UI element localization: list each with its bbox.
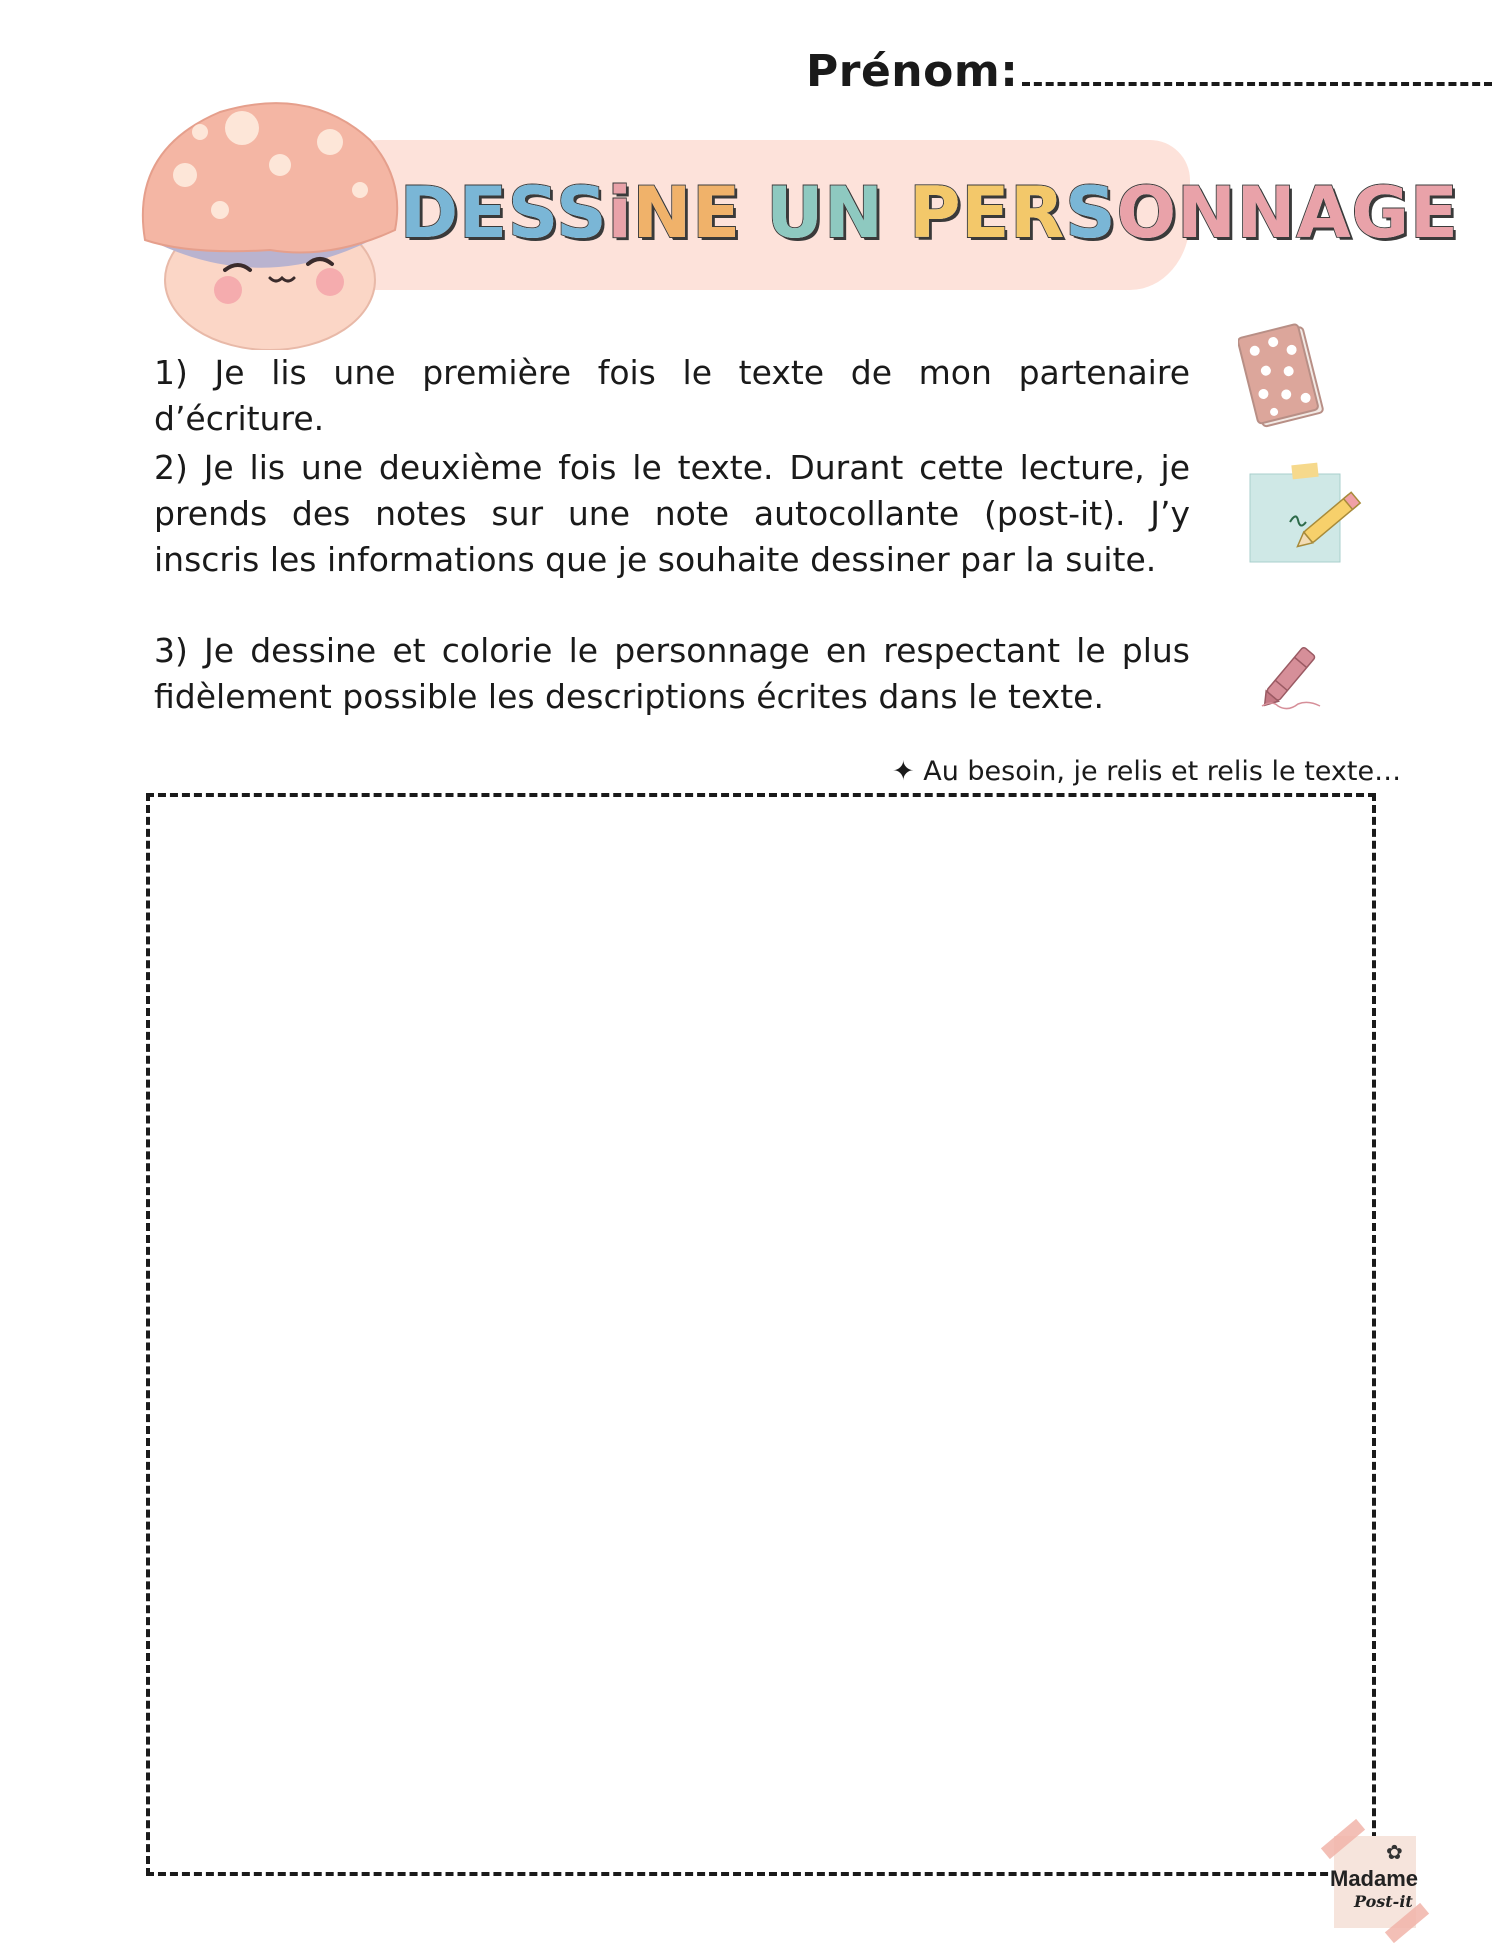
name-field[interactable] (806, 46, 1492, 97)
name-label: Prénom: (806, 46, 1019, 97)
title-segment: UN (766, 172, 910, 254)
instruction-step-2: 2) Je lis une deuxième fois le texte. Durant cette lecture, je prends des notes sur une note autocollante (post-it). J’y inscris les informations que je souhaite dessiner par la suite. (154, 448, 1190, 579)
notebook-icon (1238, 322, 1334, 432)
hint-note (886, 756, 1407, 787)
name-blank-line[interactable] (1022, 48, 1492, 86)
logo-subtitle: Post-it (1354, 1892, 1413, 1911)
crayon-icon (1248, 628, 1338, 718)
instruction-step-3: 3) Je dessine et colorie le personnage en respectant le plus fidèlement possible les descriptions écrites dans le texte. (154, 631, 1190, 716)
title-segment: DESS (400, 172, 608, 254)
title-segment: PER (909, 172, 1066, 254)
title-segment: S (1065, 172, 1117, 254)
instruction-step-1: 1) Je lis une première fois le texte de mon partenaire d’écriture. (154, 353, 1190, 438)
title-segment: ONNAGE (1116, 172, 1459, 254)
flower-icon: ✿ (1386, 1840, 1403, 1864)
page-title (400, 172, 1459, 254)
logo-name: Madame (1330, 1866, 1419, 1891)
madame-post-it-logo (1326, 1832, 1420, 1932)
sparkle-icon: ✦ (892, 756, 915, 787)
mushroom-mascot-icon (130, 90, 410, 350)
title-segment: i (607, 172, 633, 254)
title-segment: NE (632, 172, 767, 254)
sticky-note-icon (1240, 460, 1370, 570)
drawing-area[interactable] (146, 793, 1376, 1876)
hint-text: Au besoin, je relis et relis le texte… (923, 756, 1402, 787)
